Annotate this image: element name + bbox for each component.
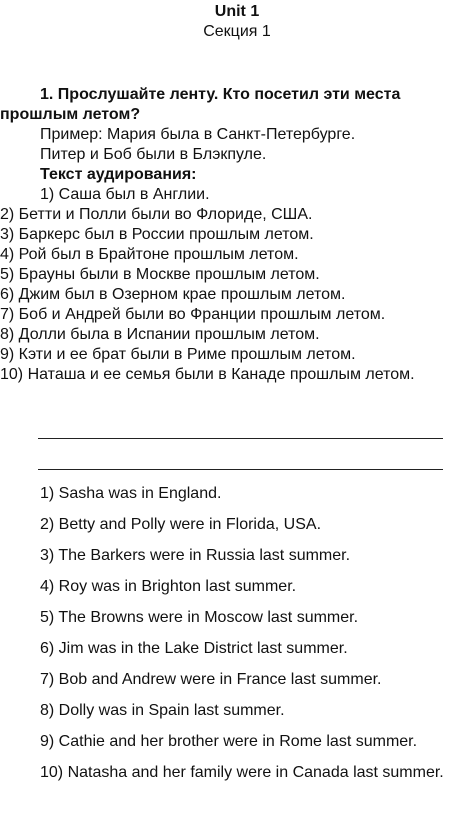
russian-sentence: 8) Долли была в Испании прошлым летом. (0, 326, 320, 343)
russian-sentence: 1) Саша был в Англии. (40, 186, 210, 203)
russian-sentence: 3) Баркерс был в России прошлым летом. (0, 226, 314, 243)
russian-sentence-list (0, 185, 474, 385)
english-sentence: 10) Natasha and her family were in Canada last summer. (40, 764, 444, 781)
listening-text-label: Текст аудирования: (40, 166, 197, 183)
unit-title: Unit 1 (214, 3, 260, 20)
section-subtitle: Секция 1 (203, 23, 271, 40)
russian-sentence: 5) Брауны были в Москве прошлым летом. (0, 266, 320, 283)
english-translation-list (0, 484, 474, 794)
russian-sentence: 2) Бетти и Полли были во Флориде, США. (0, 206, 313, 223)
english-sentence: 3) The Barkers were in Russia last summer. (40, 547, 351, 564)
english-sentence: 7) Bob and Andrew were in France last summer. (40, 671, 382, 688)
english-sentence: 5) The Browns were in Moscow last summer. (40, 609, 359, 626)
example-line-2: Питер и Боб были в Блэкпуле. (40, 146, 267, 163)
english-sentence: 9) Cathie and her brother were in Rome last summer. (40, 733, 418, 750)
russian-sentence: 10) Наташа и ее семья были в Канаде прошлым летом. (0, 366, 415, 383)
russian-sentence: 4) Рой был в Брайтоне прошлым летом. (0, 246, 299, 263)
divider-line (38, 438, 443, 439)
divider-line (38, 469, 443, 470)
russian-sentence: 7) Боб и Андрей были во Франции прошлым летом. (0, 306, 386, 323)
task-block (0, 85, 474, 385)
english-sentence: 6) Jim was in the Lake District last summer. (40, 640, 348, 657)
english-sentence: 1) Sasha was in England. (40, 485, 222, 502)
english-sentence: 2) Betty and Polly were in Florida, USA. (40, 516, 322, 533)
task-heading: 1. Прослушайте ленту. Кто посетил эти места прошлым летом? (0, 86, 401, 123)
english-sentence: 4) Roy was in Brighton last summer. (40, 578, 297, 595)
example-line-1: Пример: Мария была в Санкт-Петербурге. (40, 126, 356, 143)
russian-sentence: 9) Кэти и ее брат были в Риме прошлым летом. (0, 346, 356, 363)
russian-sentence: 6) Джим был в Озерном крае прошлым летом. (0, 286, 346, 303)
english-sentence: 8) Dolly was in Spain last summer. (40, 702, 285, 719)
